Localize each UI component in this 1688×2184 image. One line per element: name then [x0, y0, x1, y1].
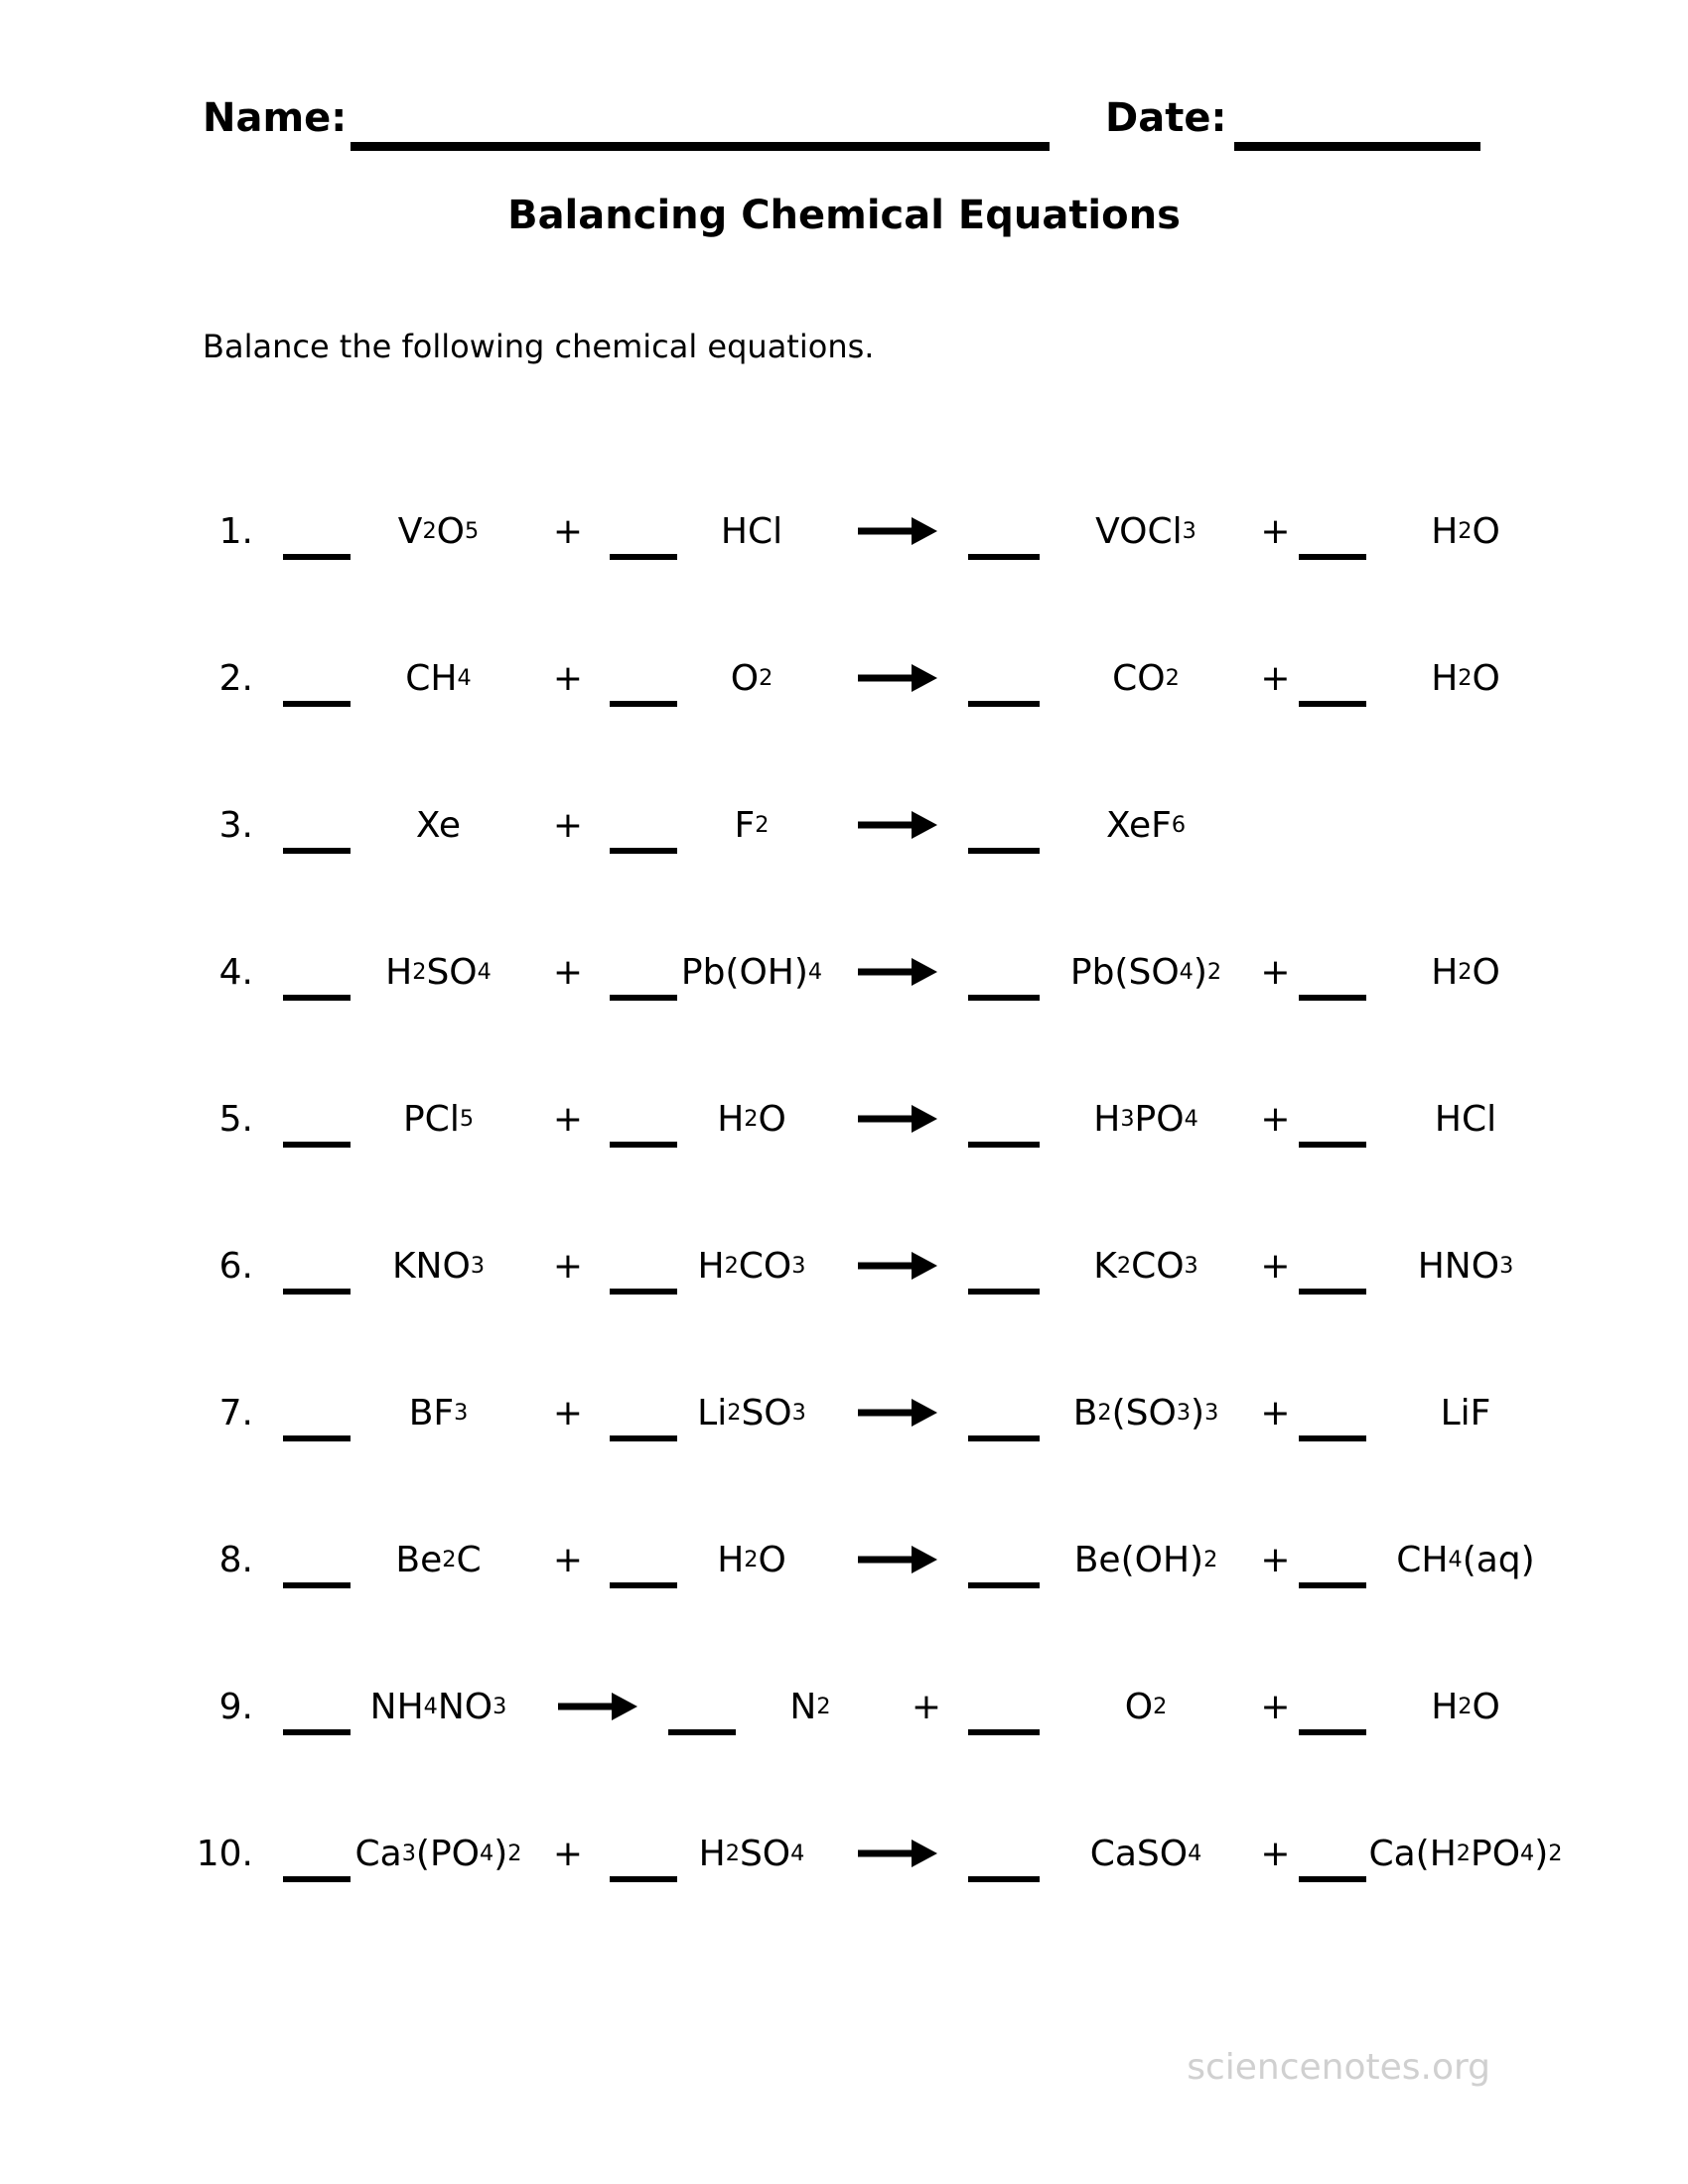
equation-number: 7.: [218, 1392, 253, 1433]
equation-row: [194, 1486, 1584, 1633]
coefficient-blank[interactable]: [610, 1435, 677, 1441]
coefficient-blank[interactable]: [1299, 1142, 1366, 1148]
chemical-formula: H 2 O: [1431, 657, 1500, 699]
plus-sign: +: [552, 1833, 584, 1874]
equation-number: 3.: [218, 804, 253, 846]
chemical-formula: Li 2 SO 3: [697, 1392, 806, 1433]
chemical-formula: N 2: [789, 1686, 831, 1727]
chemical-formula: Pb(OH) 4: [680, 951, 823, 993]
plus-sign: +: [552, 1392, 584, 1433]
coefficient-blank[interactable]: [1299, 1876, 1366, 1882]
footer-site-credit: sciencenotes.org: [1187, 2047, 1490, 2088]
chemical-formula: Pb(SO 4 ) 2: [1069, 951, 1222, 993]
coefficient-blank[interactable]: [283, 1435, 351, 1441]
plus-sign: +: [1260, 1098, 1291, 1140]
equation-row: [194, 1633, 1584, 1780]
chemical-formula: H 2 O: [717, 1098, 786, 1140]
chemical-formula: KNO 3: [391, 1245, 486, 1287]
coefficient-blank[interactable]: [968, 995, 1040, 1001]
equation-row: [194, 1339, 1584, 1486]
coefficient-blank[interactable]: [283, 848, 351, 854]
coefficient-blank[interactable]: [968, 848, 1040, 854]
equation-number: 1.: [218, 510, 253, 552]
coefficient-blank[interactable]: [1299, 1435, 1366, 1441]
equation-number: 8.: [218, 1539, 253, 1580]
plus-sign: +: [1260, 1539, 1291, 1580]
coefficient-blank[interactable]: [968, 1876, 1040, 1882]
coefficient-blank[interactable]: [968, 1142, 1040, 1148]
chemical-formula: H 2 SO 4: [385, 951, 492, 993]
equation-row: [194, 751, 1584, 898]
reaction-arrow-icon: [526, 1693, 668, 1720]
plus-sign: +: [911, 1686, 942, 1727]
name-fill-line[interactable]: [351, 142, 1050, 151]
coefficient-blank[interactable]: [283, 1289, 351, 1295]
equation-number: 10.: [196, 1833, 253, 1874]
coefficient-blank[interactable]: [610, 848, 677, 854]
equation-row: [194, 458, 1584, 605]
plus-sign: +: [552, 804, 584, 846]
chemical-formula: H 2 CO 3: [697, 1245, 806, 1287]
reaction-arrow-icon: [826, 811, 968, 839]
reaction-arrow-icon: [826, 1399, 968, 1427]
coefficient-blank[interactable]: [283, 554, 351, 560]
chemical-formula: BF 3: [408, 1392, 469, 1433]
equation-number: 4.: [218, 951, 253, 993]
instruction-text: Balance the following chemical equations.: [203, 328, 875, 365]
chemical-formula: PCl 5: [402, 1098, 475, 1140]
plus-sign: +: [1260, 951, 1291, 993]
chemical-formula: K 2 CO 3: [1093, 1245, 1198, 1287]
plus-sign: +: [1260, 657, 1291, 699]
equation-row: [194, 898, 1584, 1045]
page-title: Balancing Chemical Equations: [507, 193, 1181, 238]
coefficient-blank[interactable]: [968, 1289, 1040, 1295]
chemical-formula: H 2 O: [1431, 510, 1500, 552]
date-label: Date:: [1105, 95, 1227, 141]
equations-list: [194, 458, 1584, 1927]
chemical-formula: XeF 6: [1105, 804, 1187, 846]
plus-sign: +: [1260, 1245, 1291, 1287]
chemical-formula: H 2 O: [1431, 1686, 1500, 1727]
coefficient-blank[interactable]: [610, 1582, 677, 1588]
equation-row: [194, 605, 1584, 751]
plus-sign: +: [552, 951, 584, 993]
chemical-formula: NH 4 NO 3: [369, 1686, 507, 1727]
chemical-formula: Xe: [415, 804, 462, 846]
equation-number: 5.: [218, 1098, 253, 1140]
date-fill-line[interactable]: [1234, 142, 1480, 151]
coefficient-blank[interactable]: [610, 1142, 677, 1148]
coefficient-blank[interactable]: [283, 995, 351, 1001]
coefficient-blank[interactable]: [1299, 701, 1366, 707]
coefficient-blank[interactable]: [1299, 1289, 1366, 1295]
coefficient-blank[interactable]: [283, 1729, 351, 1735]
reaction-arrow-icon: [826, 1105, 968, 1133]
coefficient-blank[interactable]: [1299, 1582, 1366, 1588]
coefficient-blank[interactable]: [1299, 554, 1366, 560]
reaction-arrow-icon: [826, 517, 968, 545]
plus-sign: +: [552, 510, 584, 552]
coefficient-blank[interactable]: [968, 1729, 1040, 1735]
chemical-formula: HCl: [720, 510, 783, 552]
equation-row: [194, 1045, 1584, 1192]
coefficient-blank[interactable]: [968, 1435, 1040, 1441]
coefficient-blank[interactable]: [1299, 995, 1366, 1001]
name-label: Name:: [203, 95, 348, 141]
chemical-formula: H 2 O: [717, 1539, 786, 1580]
chemical-formula: CH 4 (aq): [1396, 1539, 1535, 1580]
chemical-formula: O 2: [730, 657, 774, 699]
coefficient-blank[interactable]: [610, 554, 677, 560]
chemical-formula: HCl: [1434, 1098, 1497, 1140]
chemical-formula: CH 4: [405, 657, 472, 699]
chemical-formula: V 2 O 5: [397, 510, 480, 552]
chemical-formula: Be(OH) 2: [1073, 1539, 1218, 1580]
coefficient-blank[interactable]: [610, 1289, 677, 1295]
coefficient-blank[interactable]: [610, 1876, 677, 1882]
reaction-arrow-icon: [826, 1252, 968, 1280]
equation-row: [194, 1192, 1584, 1339]
chemical-formula: HNO 3: [1417, 1245, 1514, 1287]
plus-sign: +: [552, 657, 584, 699]
coefficient-blank[interactable]: [610, 701, 677, 707]
chemical-formula: LiF: [1440, 1392, 1491, 1433]
equation-row: [194, 1780, 1584, 1927]
plus-sign: +: [552, 1539, 584, 1580]
plus-sign: +: [1260, 510, 1291, 552]
coefficient-blank[interactable]: [668, 1729, 736, 1735]
plus-sign: +: [1260, 1833, 1291, 1874]
plus-sign: +: [552, 1098, 584, 1140]
equation-number: 6.: [218, 1245, 253, 1287]
coefficient-blank[interactable]: [610, 995, 677, 1001]
chemical-formula: Be 2 C: [395, 1539, 482, 1580]
plus-sign: +: [1260, 1392, 1291, 1433]
coefficient-blank[interactable]: [283, 701, 351, 707]
equation-number: 2.: [218, 657, 253, 699]
coefficient-blank[interactable]: [283, 1142, 351, 1148]
equation-number: 9.: [218, 1686, 253, 1727]
coefficient-blank[interactable]: [968, 701, 1040, 707]
coefficient-blank[interactable]: [283, 1582, 351, 1588]
plus-sign: +: [552, 1245, 584, 1287]
coefficient-blank[interactable]: [1299, 1729, 1366, 1735]
coefficient-blank[interactable]: [968, 554, 1040, 560]
chemical-formula: CaSO 4: [1089, 1833, 1202, 1874]
chemical-formula: H 2 SO 4: [698, 1833, 805, 1874]
reaction-arrow-icon: [826, 1546, 968, 1573]
plus-sign: +: [1260, 1686, 1291, 1727]
coefficient-blank[interactable]: [968, 1582, 1040, 1588]
chemical-formula: Ca 3 (PO 4 ) 2: [354, 1833, 522, 1874]
reaction-arrow-icon: [826, 958, 968, 986]
chemical-formula: H 2 O: [1431, 951, 1500, 993]
chemical-formula: H 3 PO 4: [1093, 1098, 1198, 1140]
chemical-formula: B 2 (SO 3 ) 3: [1072, 1392, 1219, 1433]
chemical-formula: Ca(H 2 PO 4 ) 2: [1368, 1833, 1563, 1874]
chemical-formula: F 2: [734, 804, 770, 846]
chemical-formula: O 2: [1124, 1686, 1168, 1727]
coefficient-blank[interactable]: [283, 1876, 351, 1882]
reaction-arrow-icon: [826, 664, 968, 692]
chemical-formula: CO 2: [1112, 657, 1180, 699]
chemical-formula: VOCl 3: [1095, 510, 1196, 552]
reaction-arrow-icon: [826, 1840, 968, 1867]
